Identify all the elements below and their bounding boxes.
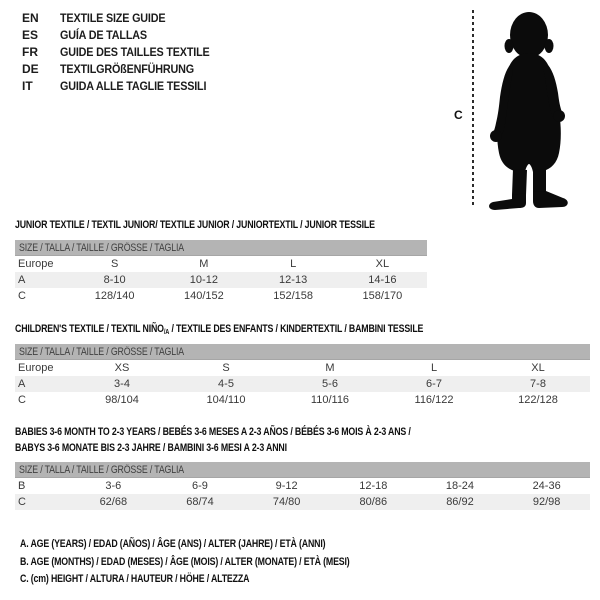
table-cell: XL [531,362,545,374]
language-label: TEXTILE SIZE GUIDE [60,11,166,25]
table-cell: 140/152 [183,290,224,302]
language-code: IT [22,79,33,93]
table-row [15,360,590,377]
row-label: C [15,494,70,510]
table-cell: L [290,258,297,270]
junior-table-title: JUNIOR TEXTILE / TEXTIL JUNIOR/ TEXTILE JUNIOR / JUNIORTEXTIL / JUNIOR TESSILE [15,219,375,231]
table-cell: 18-24 [445,480,475,492]
table-cell: 7-8 [486,376,590,392]
language-item [22,78,226,95]
footnote-b: B. AGE (MONTHS) / EDAD (MESES) / ÂGE (MOIS) / ALTER (MONATE) / ETÀ (MESI) [20,555,350,568]
size-header-row [15,240,427,256]
language-code: ES [22,28,39,42]
table-cell: 6-7 [382,376,486,392]
table-row [15,392,590,408]
language-label: TEXTILGRÖßENFÜHRUNG [60,62,194,76]
table-cell: 24-36 [532,480,561,492]
table-cell: 5-6 [278,376,382,392]
table-cell: 92/98 [503,494,590,510]
footnote-c: C. (cm) HEIGHT / ALTURA / HAUTEUR / HÖHE / ALTEZZA [20,573,250,585]
table-cell: 6-9 [192,480,208,492]
table-row [15,478,590,495]
babies-size-table [15,462,590,510]
table-cell: 68/74 [157,494,244,510]
footnote-a: A. AGE (YEARS) / EDAD (AÑOS) / ÂGE (ANS) / ALTER (JAHRE) / ETÀ (ANNI) [20,538,326,550]
table-cell: 14-16 [338,272,427,288]
table-cell: XS [114,362,130,374]
row-label: C [18,394,26,406]
table-cell: 9-12 [275,480,298,492]
size-header: SIZE / TALLA / TAILLE / GRÖSSE / TAGLIA [15,344,590,360]
language-code: EN [22,11,39,25]
table-cell: 62/68 [70,494,157,510]
table-row [15,376,590,392]
language-code: DE [22,62,39,76]
table-cell: 116/122 [414,394,454,406]
measure-label: C [454,108,463,122]
table-cell: S [222,362,230,374]
language-item [22,27,226,44]
table-cell: 110/116 [310,394,350,406]
table-cell: L [430,362,438,374]
footnotes [20,536,432,589]
language-code: FR [22,45,38,59]
gender-subscript: /A [163,329,170,336]
table-cell: XL [375,258,390,270]
table-cell: 80/86 [330,494,417,510]
table-cell: 128/140 [94,290,135,302]
table-cell: 12-18 [359,480,388,492]
table-row [15,272,427,288]
table-cell: 158/170 [362,290,403,302]
table-cell: S [110,258,119,270]
row-label: A [15,272,70,288]
row-label: A [15,376,70,392]
table-cell: 74/80 [243,494,330,510]
language-label: GUIDA ALLE TAGLIE TESSILI [60,79,207,93]
language-guide [22,10,226,95]
height-figure [448,6,580,214]
table-cell: 10-12 [159,272,248,288]
children-table-title: CHILDREN'S TEXTILE / TEXTIL $NIÑO_{/A}$ / TEXTILE DES ENFANTS / KINDERTEXTIL / BAMBINI TESSILE [15,323,424,336]
table-row [15,494,590,510]
table-row [15,288,427,304]
row-label: B [18,480,26,492]
row-label: Europe [18,258,54,270]
table-cell: M [325,362,335,374]
table-cell: 86/92 [417,494,504,510]
size-header-row [15,462,590,478]
language-item [22,61,226,78]
babies-table-title: BABIES 3-6 MONTH TO 2-3 YEARS / BEBÉS 3-6 MESES A 2-3 AÑOS / BÉBÉS 3-6 MOIS À 2-3 ANS / BABYS 3-6 MONATE BIS 2-3 JAHRE / BAMBINI 3-6 MESI A 2-3 ANNI [15,426,411,454]
language-item [22,10,226,27]
toddler-silhouette-icon [489,12,568,210]
language-label: GUÍA DE TALLAS [60,28,147,42]
table-cell: M [199,258,209,270]
children-size-table [15,344,590,408]
junior-size-table [15,240,427,304]
size-header-row [15,344,590,360]
table-cell: 122/128 [518,394,558,406]
language-item [22,44,226,61]
table-cell: 152/158 [273,290,313,302]
size-header: SIZE / TALLA / TAILLE / GRÖSSE / TAGLIA [15,462,590,478]
table-cell: 4-5 [174,376,278,392]
table-row [15,256,427,273]
table-cell: 104/110 [206,394,246,406]
table-cell: 12-13 [249,272,338,288]
table-cell: 3-4 [70,376,174,392]
table-cell: 8-10 [70,272,159,288]
row-label: C [18,290,26,302]
row-label: Europe [18,362,54,374]
size-header: SIZE / TALLA / TAILLE / GRÖSSE / TAGLIA [15,240,427,256]
table-cell: 3-6 [105,480,122,492]
table-cell: 98/104 [105,394,139,406]
language-label: GUIDE DES TAILLES TEXTILE [60,45,210,59]
